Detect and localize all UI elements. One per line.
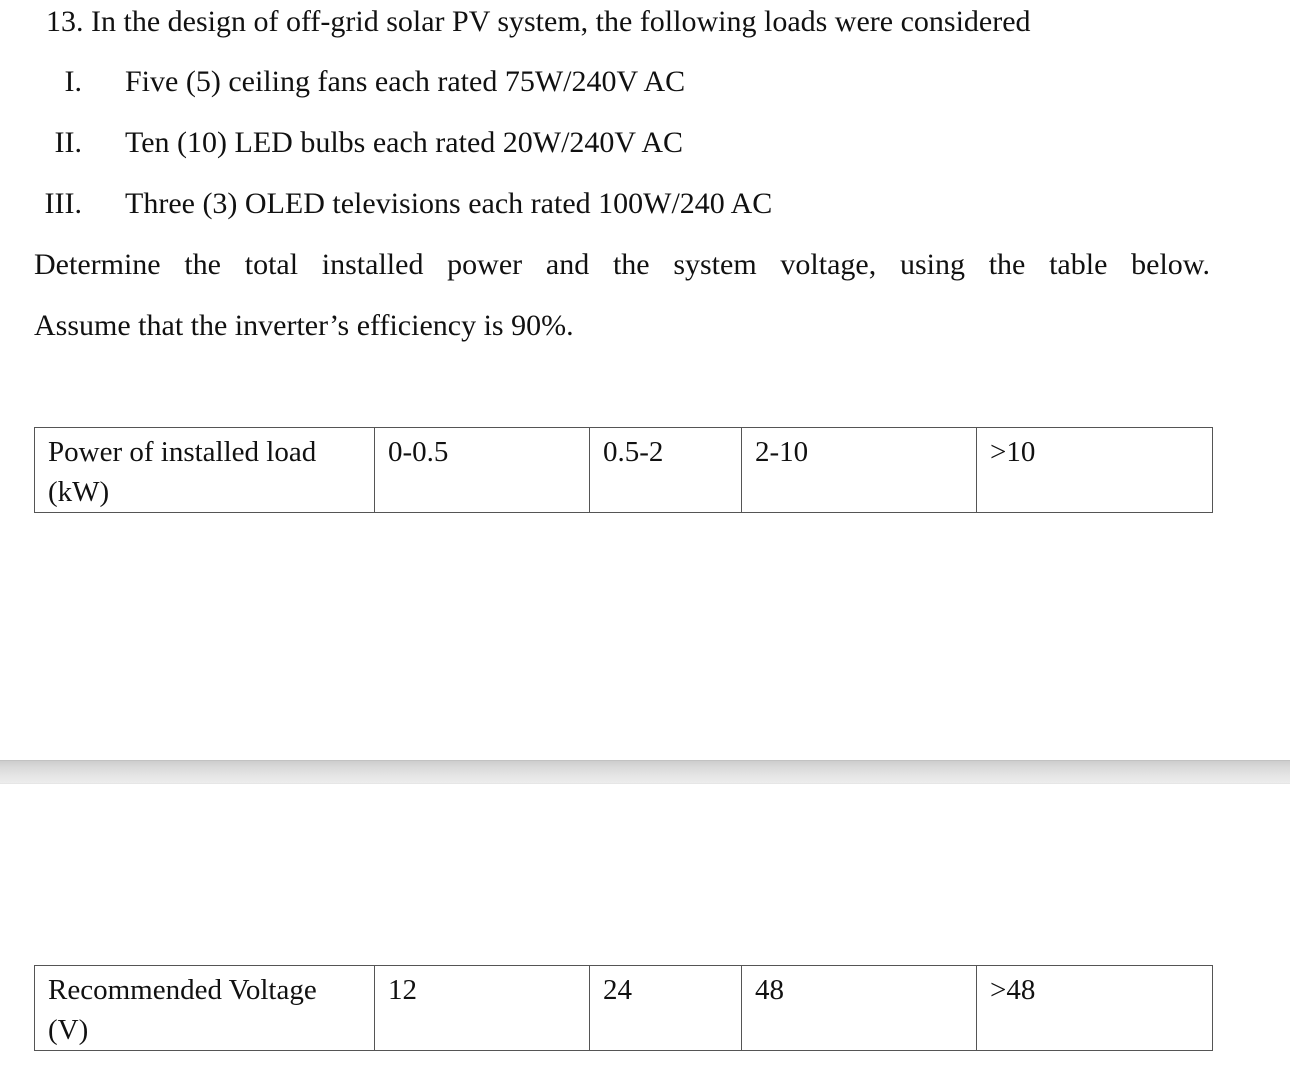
table-cell: 2-10 [742,428,977,513]
voltage-table [34,965,1213,1051]
table-row [35,428,1213,513]
table-cell: 0.5-2 [590,428,742,513]
table-cell: >48 [977,966,1213,1051]
table-cell: 12 [375,966,590,1051]
load-text: Ten (10) LED bulbs each rated 20W/240V AC [125,126,684,159]
table-row [35,966,1213,1051]
table-cell: 48 [742,966,977,1051]
question-title: 13. In the design of off-grid solar PV system, the following loads were considered [46,5,1031,38]
table-cell: >10 [977,428,1213,513]
load-numeral: I. [64,65,82,98]
load-text: Three (3) OLED televisions each rated 100W/240 AC [125,187,773,220]
load-text: Five (5) ceiling fans each rated 75W/240V AC [125,65,686,98]
page-break-divider [0,760,1290,784]
voltage-header-cell: Recommended Voltage (V) [35,966,375,1051]
load-numeral: III. [44,187,82,220]
instruction-text: Determine the total installed power and the system voltage, using the table below. [34,248,1210,281]
table-cell: 24 [590,966,742,1051]
load-numeral: II. [54,126,82,159]
assumption-text: Assume that the inverter’s efficiency is 90%. [34,309,574,342]
table-cell: 0-0.5 [375,428,590,513]
power-range-table [34,427,1213,513]
power-header-cell: Power of installed load (kW) [35,428,375,513]
